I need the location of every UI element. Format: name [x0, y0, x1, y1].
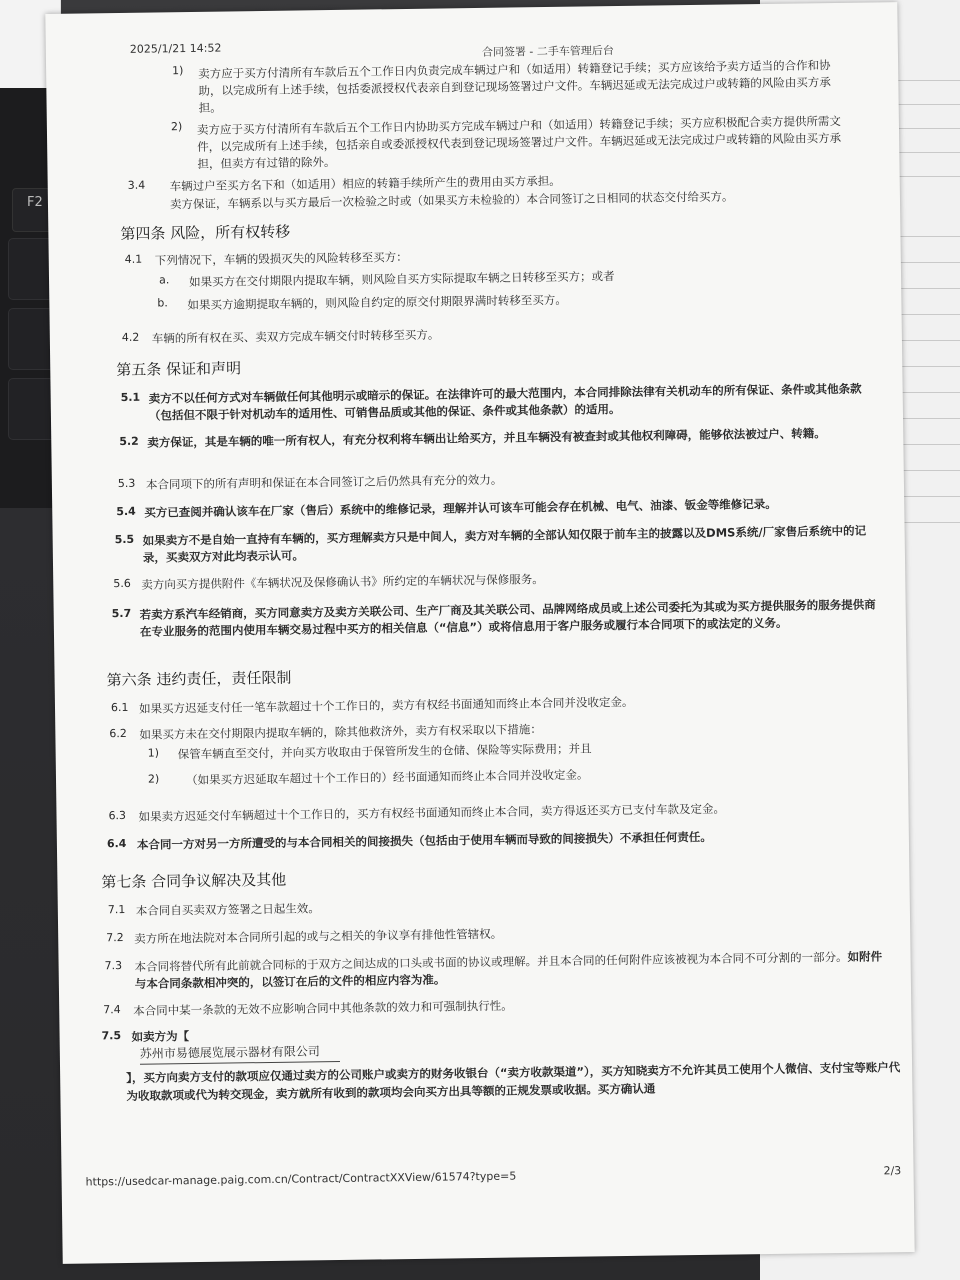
item-number: 2) [147, 772, 160, 786]
print-date: 2025/1/21 14:52 [129, 41, 222, 56]
item-number: b. [157, 296, 168, 310]
key-f2: F2 [12, 188, 72, 232]
clause-4-2: 车辆的所有权在买、卖双方完成车辆交付时转移至买方。 [151, 327, 440, 346]
clause-7-4: 本合同中某一条款的无效不应影响合同中其他条款的效力和可强制执行性。 [133, 998, 513, 1018]
clause-6-2: 如果买方未在交付期限内提取车辆的，除其他救济外，卖方有权采取以下措施： [139, 722, 542, 742]
clause-3-4: 车辆过户至买方名下和（如适用）相应的转籍手续所产生的费用由买方承担。 [169, 173, 561, 194]
clause-number: 7.5 [101, 1029, 122, 1043]
contract-page [45, 2, 914, 1264]
clause-5-7: 若卖方系汽车经销商，买方同意卖方及卖方关联公司、生产厂商及其关联公司、品牌网络成员或上述公司委托为其或为买方提供服务的服务提供商在专业服务的范围内使用车辆交易过程中买方的相关信息（“信息”）或将信息用于客户服务或履行本合同项下的或法定的义务。 [139, 597, 876, 639]
clause-number: 5.6 [113, 576, 131, 591]
clause-number: 5.2 [119, 434, 139, 449]
clause-number: 6.3 [108, 808, 127, 823]
item-number: 1) [172, 64, 184, 78]
clause-5-4: 买方已查阅并确认该车在厂家（售后）系统中的维修记录，理解并认可该车可能会存在机械、电气、油漆、钣金等维修记录。 [144, 496, 777, 520]
clause-6-2-1: 保管车辆直至交付，并向买方收取由于保管所发生的仓储、保险等实际费用；并且 [177, 741, 592, 762]
clause-6-1: 如果买方迟延支付任一笔车款超过十个工作日的，卖方有权经书面通知而终止本合同并没收定金。 [138, 694, 634, 716]
clause-6-3: 如果卖方迟延交付车辆超过十个工作日的，买方有权经书面通知而终止本合同，卖方得返还买方已支付车款及定金。 [138, 801, 726, 824]
clause-number: 5.7 [111, 606, 132, 621]
clause-number: 7.3 [104, 959, 123, 973]
clause-4-1-b: 如果买方逾期提取车辆的，则风险自约定的原交付期限界满时转移至买方。 [187, 292, 567, 313]
clause-number: 4.1 [124, 252, 143, 266]
clause-number: 3.4 [127, 178, 146, 192]
clause-number: 5.4 [116, 504, 136, 519]
section-heading-4: 第四条 风险，所有权转移 [120, 222, 291, 243]
section-heading-6: 第六条 违约责任，责任限制 [106, 668, 292, 690]
item-number: 2) [170, 120, 183, 134]
clause-7-2: 卖方所在地法院对本合同所引起的或与之相关的争议享有排他性管辖权。 [134, 926, 503, 946]
clause-number: 6.1 [110, 700, 129, 715]
clause-5-5: 如果卖方不是自始一直持有车辆的，买方理解卖方只是中间人，卖方对车辆的全部认知仅限于前车主的披露以及DMS系统/厂家售后系统中的记录，买卖双方对此均表示认可。 [142, 523, 867, 565]
section-heading-7: 第七条 合同争议解决及其他 [101, 870, 287, 892]
section-heading-5: 第五条 保证和声明 [116, 359, 242, 380]
clause-5-1: 卖方不以任何方式对车辆做任何其他明示或暗示的保证。在法律许可的最大范围内，本合同排除法律有关机动车的所有保证、条件或其他条款（包括但不限于针对机动车的适用性、可销售品质或其他的保证、条件或其他条款）的适用。 [148, 381, 862, 423]
clause-number: 5.3 [117, 476, 136, 491]
clause-3-3-2: 卖方应于买方付清所有车款后五个工作日内协助买方完成车辆过户和（如适用）转籍登记手续；买方应积极配合卖方提供所需文件，以完成所有上述手续，包括亲自或委派授权代表到登记现场签署过户文件。车辆迟延或无法完成过户或转籍的风险由买方承担，但卖方有过错的除外。 [196, 113, 842, 171]
clause-5-2: 卖方保证，其是车辆的唯一所有权人，有充分权利将车辆出让给买方，并且车辆没有被查封或其他权利障碍，能够依法被过户、转籍。 [147, 426, 826, 450]
item-number: 1) [147, 746, 160, 760]
clause-3-3-1: 卖方应于买方付清所有车款后五个工作日内负责完成车辆过户和（如适用）转籍登记手续；买方应该给予卖方适当的合作和协助，以完成所有上述手续，包括委派授权代表亲自到登记现场签署过户文件。车辆迟延或无法完成过户或转籍的风险由买方承担。 [198, 58, 831, 115]
clause-7-1: 本合同自买卖双方签署之日起生效。 [135, 901, 320, 918]
clause-7-5-lead: 如卖方为【 [131, 1029, 190, 1044]
seller-company-name: 苏州市易德展览展示器材有限公司 [140, 1042, 340, 1065]
clause-6-2-2: （如果买方迟延取车超过十个工作日的）经书面通知而终止本合同并没收定金。 [185, 767, 589, 788]
clause-number: 5.5 [114, 532, 135, 547]
clause-number: 6.2 [109, 726, 127, 741]
clause-4-1: 下列情况下，车辆的毁损灭失的风险转移至买方： [154, 249, 408, 268]
clause-7-3-text: 本合同将替代所有此前就合同标的于双方之间达成的口头或书面的协议或理解。并且本合同的任何附件应该被视为本合同不可分割的一部分。 [134, 949, 848, 974]
item-number: a. [158, 273, 170, 287]
clause-6-4: 本合同一方对另一方所遭受的与本合同相关的间接损失（包括由于使用车辆而导致的间接损失）不承担任何责任。 [136, 829, 712, 852]
clause-number: 4.2 [121, 330, 140, 344]
clause-number: 7.2 [106, 931, 124, 945]
page-header-title: 合同签署 - 二手车管理后台 [481, 44, 614, 59]
clause-7-5-body: 】，买方向卖方支付的款项应仅通过卖方的公司账户或卖方的财务收银台（“卖方收款渠道”），买方知晓卖方不允许其员工使用个人微信、支付宝等账户代为收取款项或代为转交现金，卖方就所有收到的款项均会向买方出具等额的正规发票或收据。买方确认通 [126, 1060, 901, 1103]
clause-number: 5.1 [120, 390, 141, 404]
clause-5-6: 卖方向买方提供附件《车辆状况及保修确认书》所约定的车辆状况与保修服务。 [141, 572, 544, 592]
clause-number: 7.4 [103, 1003, 121, 1017]
page-number: 2/3 [883, 1164, 902, 1178]
clause-3-4-guarantee: 卖方保证，车辆系以与买方最后一次检验之时或（如果买方未检验的）本合同签订之日相同的状态交付给买方。 [169, 189, 734, 212]
clause-number: 6.4 [106, 836, 127, 851]
clause-number: 7.1 [107, 902, 126, 917]
clause-7-3-bold: 如附件与本合同条款相冲突的，以签订在后的文件的相应内容为准。 [134, 949, 883, 991]
footer-url: https://usedcar-manage.paig.com.cn/Contract/ContractXXView/61574?type=5 [85, 1169, 517, 1189]
clause-7-3 [135, 948, 891, 993]
clause-5-3: 本合同项下的所有声明和保证在本合同签订之后仍然具有充分的效力。 [145, 472, 503, 492]
clause-4-1-a: 如果买方在交付期限内提取车辆，则风险自买方实际提取车辆之日转移至买方；或者 [188, 269, 615, 290]
